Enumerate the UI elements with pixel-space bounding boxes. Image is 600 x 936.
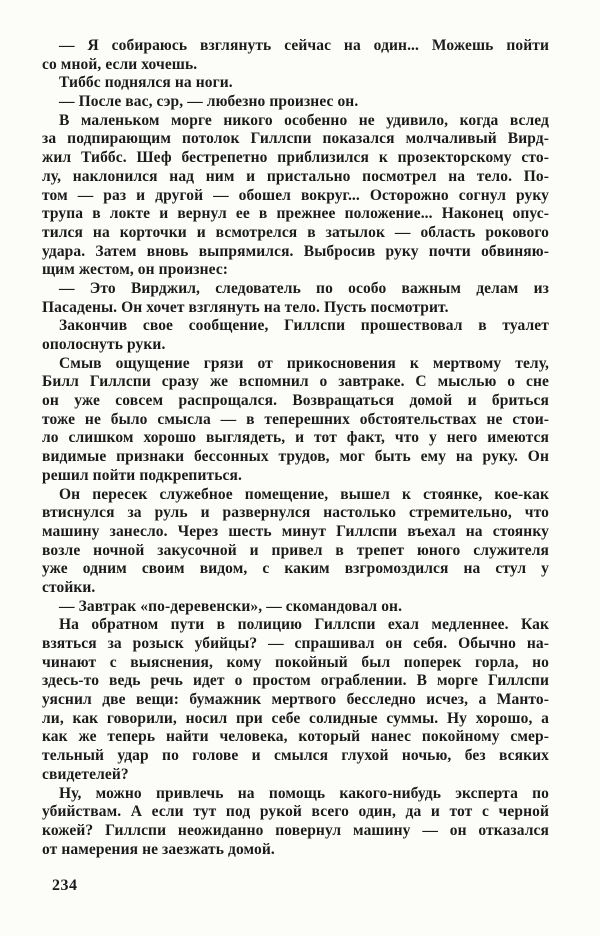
paragraph	[42, 112, 549, 280]
text-line: от намерения не заезжать домой.	[42, 840, 275, 858]
text-line: трупа в локте и вернул ее в прежнее положение... Наконец опус-	[42, 205, 549, 223]
text-line: уяснил две вещи: бумажник мертвого бесследно исчез, а Манто-	[42, 691, 549, 709]
paragraph	[42, 37, 549, 74]
text-line: кожей? Гиллспи неожиданно повернул машину — он отказался	[42, 821, 549, 839]
text-line: — После вас, сэр, — любезно произнес он.	[59, 93, 359, 111]
text-line: жил Тиббс. Шеф бестрепетно приблизился к прозекторскому сто-	[42, 149, 549, 167]
text-line: — Завтрак «по-деревенски», — скомандовал он.	[59, 597, 403, 615]
text-line: Билл Гиллспи сразу же вспомнил о завтраке. С мыслью о сне	[42, 373, 549, 391]
paragraph	[42, 616, 549, 784]
text-line: ли, как говорили, носил при себе солидные суммы. Ну хорошо, а	[42, 709, 549, 727]
paragraph	[42, 93, 549, 112]
text-line: тоже не было смысла — в теперешних обстоятельствах не стои-	[42, 410, 549, 428]
text-line: Пасадены. Он хочет взглянуть на тело. Пусть посмотрит.	[42, 298, 449, 316]
paragraph	[42, 486, 549, 598]
text-line: Смыв ощущение грязи от прикосновения к мертвому телу,	[59, 354, 549, 372]
text-line: ло слишком хорошо выглядеть, и тот факт, что у него имеются	[42, 429, 549, 447]
paragraph	[42, 317, 549, 354]
text-line: решил пойти подкрепиться.	[42, 466, 242, 484]
text-line: тился на корточки и всмотрелся в затылок — область рокового	[42, 223, 549, 241]
text-line: здесь-то ведь речь идет о простом ограблении. В морге Гиллспи	[42, 672, 549, 690]
text-line: На обратном пути в полицию Гиллспи ехал медленнее. Как	[59, 616, 549, 634]
text-line: как же теперь найти человека, который нанес покойному смер-	[42, 728, 549, 746]
text-line: со мной, если хочешь.	[42, 55, 198, 73]
text-line: видимые признаки бессонных трудов, мог быть ему на руку. Он	[42, 448, 549, 466]
text-line: — Это Вирджил, следователь по особо важным делам из	[59, 279, 549, 297]
text-line: Тиббс поднялся на ноги.	[59, 74, 233, 92]
text-line: за подпирающим потолок Гиллспи показался молчаливый Вирд-	[42, 130, 549, 148]
text-line: Ну, можно привлечь на помощь какого-нибудь эксперта по	[59, 784, 549, 802]
paragraph	[42, 598, 549, 617]
text-line: он уже совсем распрощался. Возвращаться домой и бриться	[42, 392, 549, 410]
text-line: щим жестом, он произнес:	[42, 261, 229, 279]
paragraph	[42, 280, 549, 317]
text-line: — Я собираюсь взглянуть сейчас на один... Можешь пойти	[59, 37, 549, 54]
text-block	[42, 37, 549, 859]
text-line: том — раз и другой — обошел вокруг... Осторожно согнул руку	[42, 186, 549, 204]
text-line: взяться за розыск убийцы? — спрашивал он себя. Обычно на-	[42, 635, 549, 652]
paragraph	[42, 785, 549, 860]
text-line: втиснулся за руль и развернулся настолько стремительно, что	[42, 504, 549, 522]
paragraph	[42, 355, 549, 486]
text-line: возле ночной закусочной и привел в трепет юного служителя	[42, 541, 549, 559]
page-number: 234	[52, 877, 78, 894]
text-line: тельный удар по голове и смылся глухой ночью, без всяких	[42, 747, 549, 765]
text-line: машину занесло. Через шесть минут Гиллспи въехал на стоянку	[42, 522, 549, 540]
text-line: стойки.	[42, 578, 96, 596]
text-line: ополоснуть руки.	[42, 336, 166, 353]
text-line: уже одним своим видом, с каким взгромоздился на стул у	[42, 560, 549, 578]
text-line: чинают с выяснения, кому покойный был поперек горла, но	[42, 653, 549, 671]
text-line: Он пересек служебное помещение, вышел к стоянке, кое-как	[59, 485, 549, 503]
paragraph	[42, 74, 549, 93]
text-line: Закончив свое сообщение, Гиллспи прошествовал в туалет	[59, 317, 549, 335]
text-line: удара. Затем вновь выпрямился. Выбросив руку почти обвиняю-	[42, 242, 549, 260]
text-line: В маленьком морге никого особенно не удивило, когда вслед	[59, 111, 549, 129]
text-line: свидетелей?	[42, 765, 129, 783]
text-line: убийствам. А если тут под рукой всего один, да и тот с черной	[42, 803, 549, 821]
text-line: лу, наклонился над ним и пристально посмотрел на тело. По-	[42, 167, 549, 185]
